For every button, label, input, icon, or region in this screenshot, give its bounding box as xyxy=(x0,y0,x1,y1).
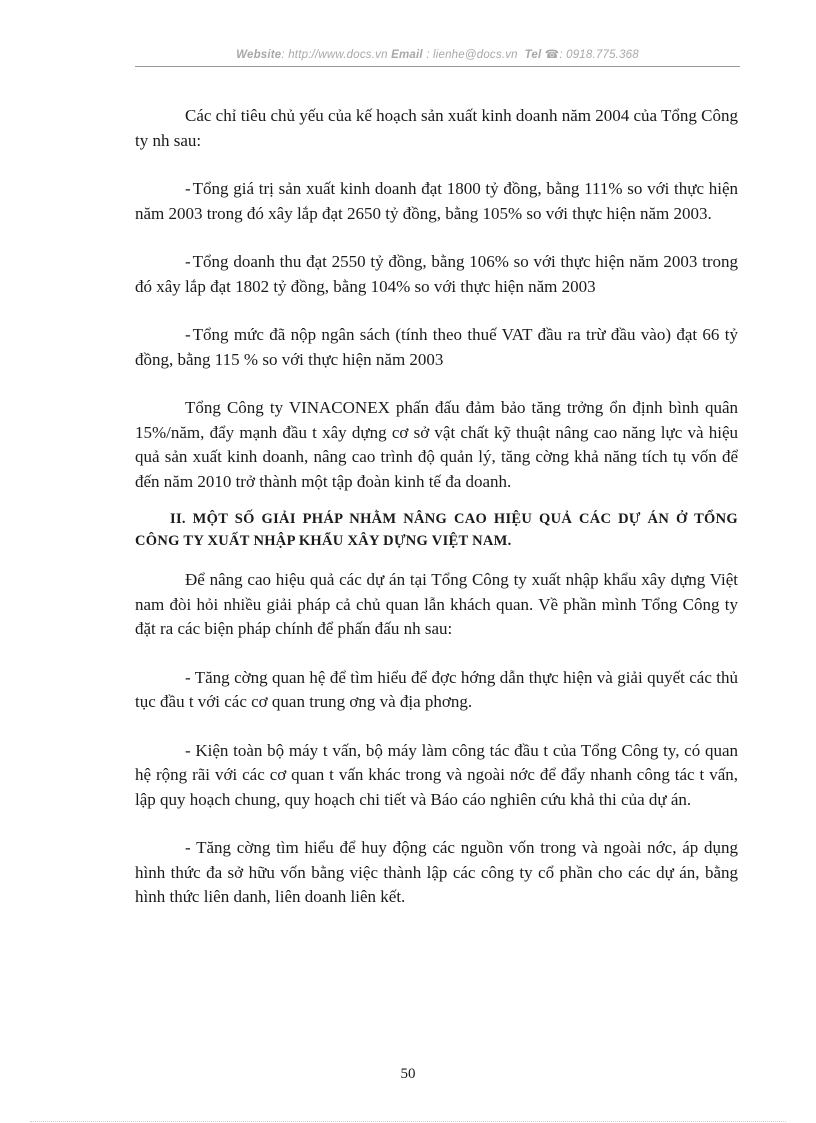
bullet-mark: - xyxy=(185,179,191,198)
bullet-mark: - xyxy=(185,325,191,344)
list-item-budget: - Tổng mức đã nộp ngân sách (tính theo thuế VAT đầu ra trừ đầu vào) đạt 66 tỷ đồng, bằng 115 % so với thực hiện năm 2003 xyxy=(135,325,738,369)
list-item-capital: - Tăng cờng tìm hiểu để huy động các nguồn vốn trong và ngoài nớc, áp dụng hình thức đa sở hữu vốn bằng việc thành lập các công ty cổ phần cho các dự án, bằng hình thức liên danh, liên doanh liên kết. xyxy=(135,838,738,906)
page-header xyxy=(135,47,740,61)
paragraph-solutions-intro: Để nâng cao hiệu quả các dự án tại Tổng Công ty xuất nhập khẩu xây dựng Việt nam đòi hỏi nhiều giải pháp cả chủ quan lẫn khách quan. Về phần mình Tổng Công ty đặt ra các biện pháp chính để phấn đấu nh sau: xyxy=(135,570,738,638)
tel-label: Tel xyxy=(524,49,542,61)
list-item-relations: - Tăng cờng quan hệ để tìm hiểu để đợc hớng dẫn thực hiện và giải quyết các thủ tục đầu t với các cơ quan trung ơng và địa phơng. xyxy=(135,667,738,711)
website-value[interactable]: : http://www.docs.vn xyxy=(281,49,388,61)
telephone-icon: ☎ xyxy=(544,49,560,61)
tel-value: : 0918.775.368 xyxy=(559,49,639,61)
document-body xyxy=(135,104,738,934)
email-value[interactable]: : lienhe@docs.vn xyxy=(426,49,518,61)
website-label: Website xyxy=(236,49,282,61)
footer-divider xyxy=(30,1121,786,1122)
list-item-production-value: - Tổng giá trị sản xuất kinh doanh đạt 1800 tỷ đồng, bằng 111% so với thực hiện năm 2003 trong đó xây lắp đạt 2650 tỷ đồng, bằng 105% so với thực hiện năm 2003. xyxy=(135,179,738,223)
email-label: Email xyxy=(391,49,423,61)
paragraph-vinaconex: Tổng Công ty VINACONEX phấn đấu đảm bảo tăng trởng ổn định bình quân 15%/năm, đẩy mạnh đầu t xây dựng cơ sở vật chất kỹ thuật nâng cao năng lực và hiệu quả sản xuất kinh doanh, nâng cao trình độ quản lý, tăng cờng khả năng tích tụ vốn để đến năm 2010 trở thành một tập đoàn kinh tế đa doanh. xyxy=(135,398,738,491)
bullet-mark: - xyxy=(185,252,191,271)
section-heading: II. MỘT SỐ GIẢI PHÁP NHẰM NÂNG CAO HIỆU QUẢ CÁC DỰ ÁN Ở TỔNG CÔNG TY XUẤT NHẬP KHẨU XÂY DỰNG VIỆT NAM. xyxy=(135,511,738,549)
page-number: 50 xyxy=(400,1066,416,1082)
paragraph-intro: Các chỉ tiêu chủ yếu của kế hoạch sản xuất kinh doanh năm 2004 của Tổng Công ty nh sau: xyxy=(135,106,738,150)
list-item-revenue: - Tổng doanh thu đạt 2550 tỷ đồng, bằng 106% so với thực hiện năm 2003 trong đó xây lắp đạt 1802 tỷ đồng, bằng 104% so với thực hiện năm 2003 xyxy=(135,252,738,296)
header-divider xyxy=(135,66,740,67)
list-item-consulting: - Kiện toàn bộ máy t vấn, bộ máy làm công tác đầu t của Tổng Công ty, có quan hệ rộng rãi với các cơ quan t vấn khác trong và ngoài nớc để đẩy nhanh công tác t vấn, lập quy hoạch chung, quy hoạch chi tiết và Báo cáo nghiên cứu khả thi của dự án. xyxy=(135,740,738,809)
